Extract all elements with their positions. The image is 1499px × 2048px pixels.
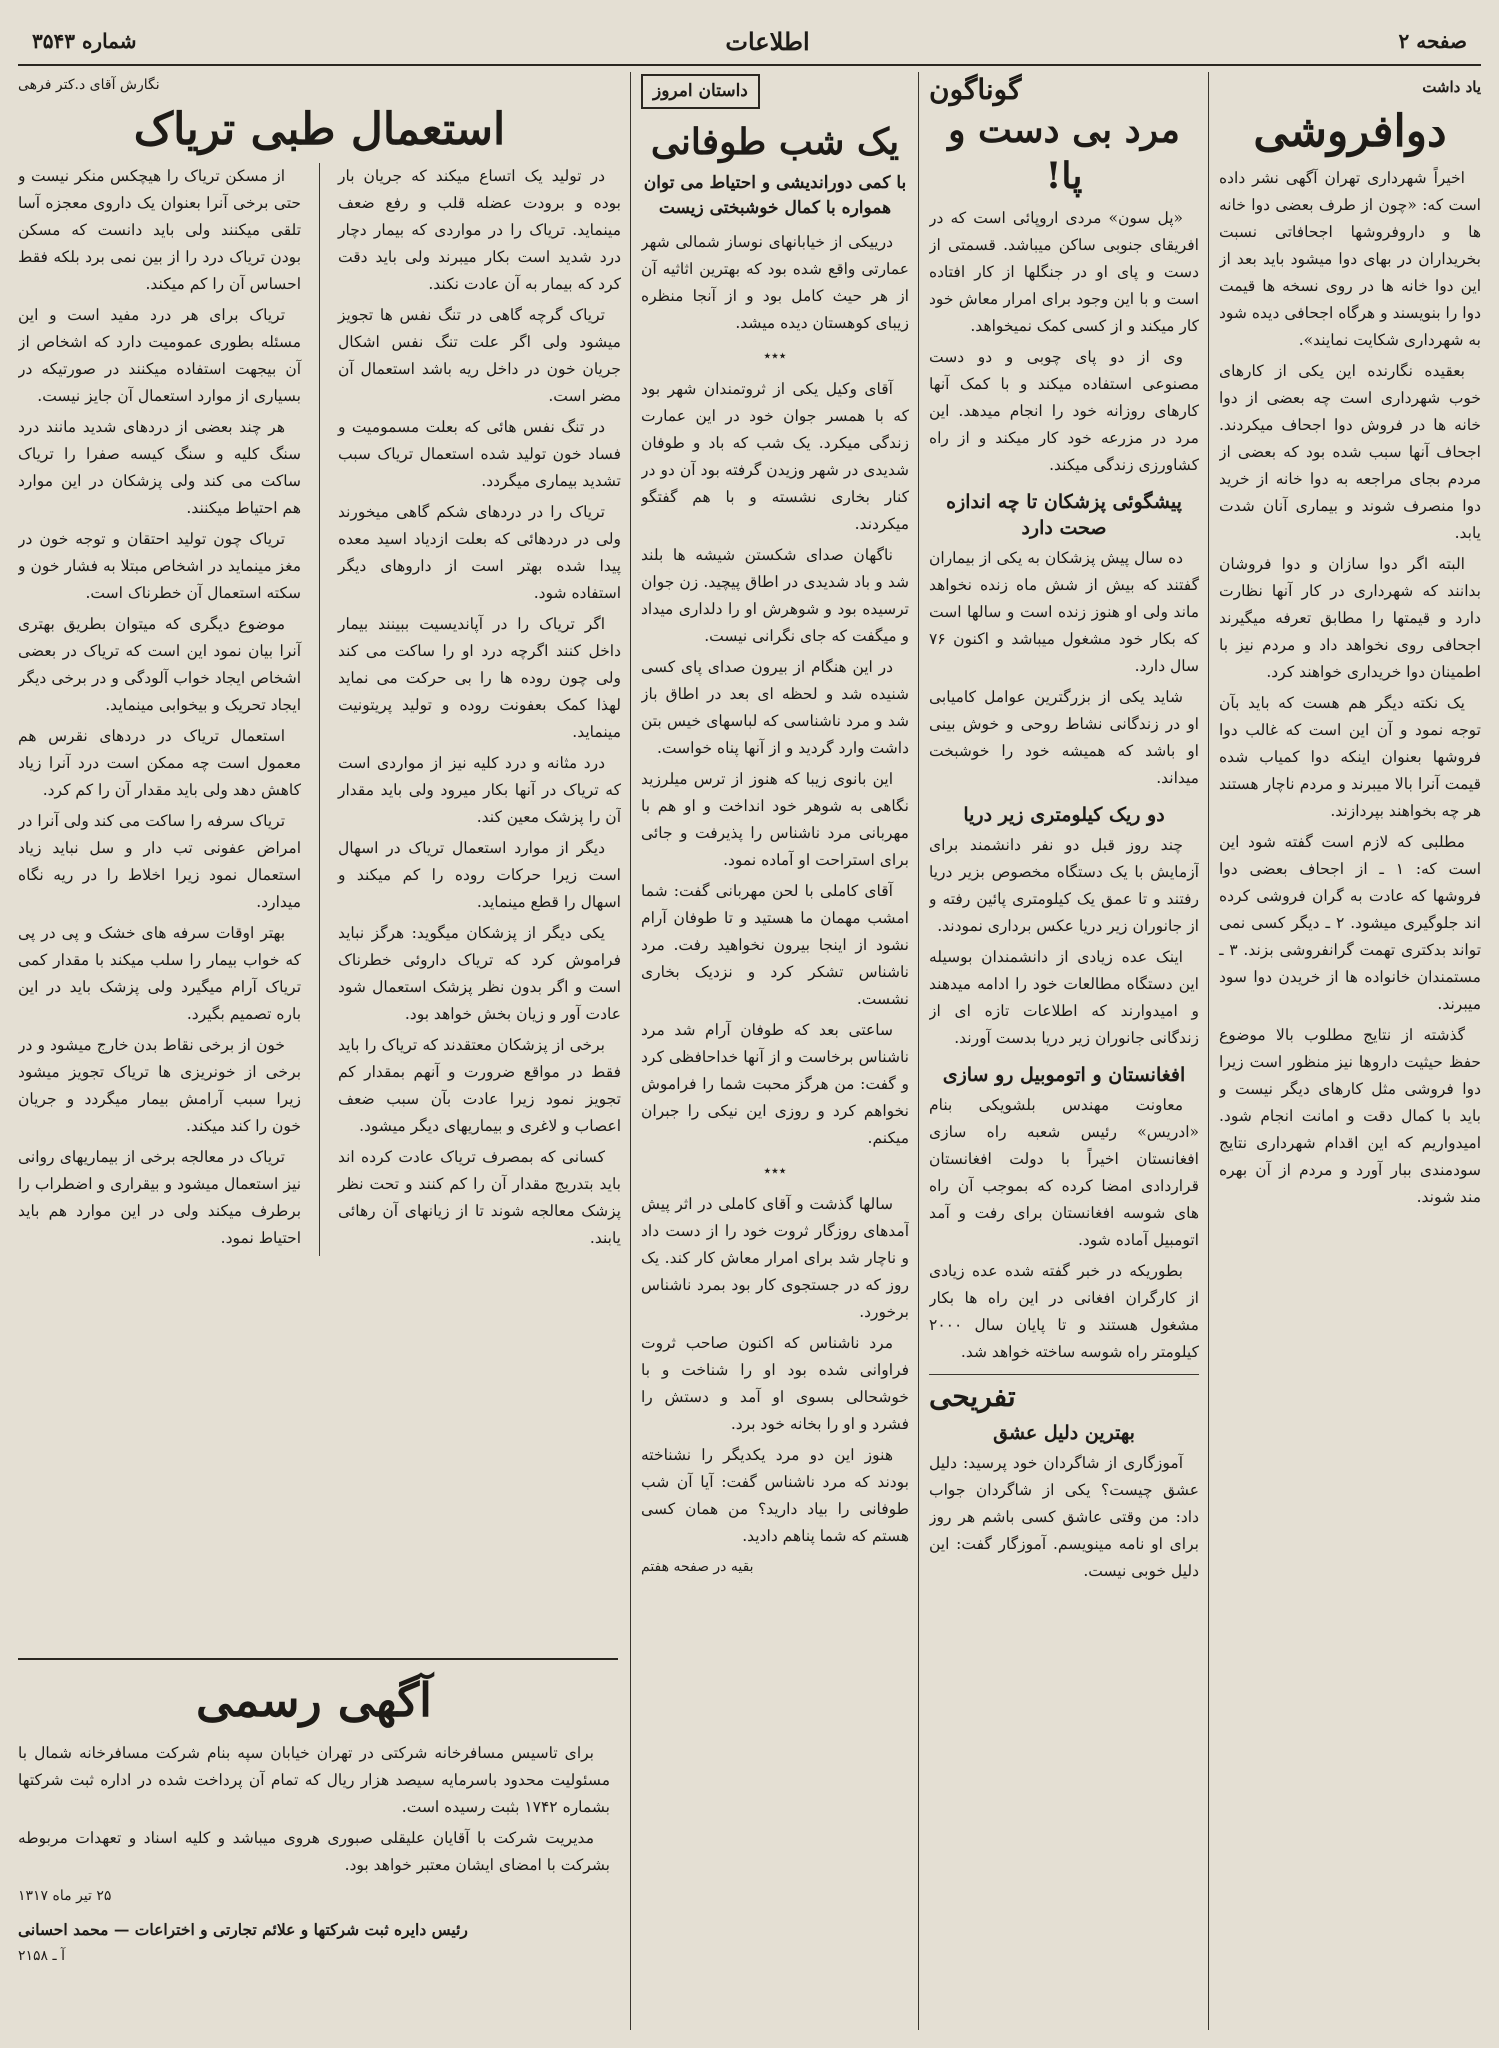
paragraph: آقای وکیل یکی از ثروتمندان شهر بود که با همسر جوان خود در این عمارت زندگی میکرد. یک شب که باد و طوفان شدیدی در شهر وزیدن گرفته بود آن دو در کنار بخاری نشسته و با هم گفتگو میکردند. (641, 380, 909, 533)
column-story (641, 72, 909, 2030)
section-kicker: یاد داشت (1422, 78, 1481, 96)
masthead (18, 18, 1481, 66)
paragraph: آقای کاملی با لحن مهربانی گفت: شما امشب مهمان ما هستید و تا طوفان آرام نشود از اینجا بیرون نخواهید رفت. مرد ناشناس تشکر کرد و نزدیک بخاری نشست. (641, 882, 909, 1008)
star-separator: ٭٭٭ (763, 348, 787, 364)
byline-opium: نگارش آقای د.کتر فرهی (18, 77, 160, 93)
paragraph: از مسکن تریاک را هیچکس منکر نیست و حتی برخی آنرا بعنوان یک داروی معجزه آسا تلقی میکنند ولی باید دانست که مسکن بودن تریاک درد را از بین نمی برد بلکه فقط احساس آن را کم میکند. (18, 167, 302, 293)
paragraph: استعمال تریاک در دردهای نقرس هم معمول است چه ممکن است درد آنرا زیاد کاهش دهد ولی باید مقدار آن را کم کرد. (18, 727, 302, 799)
paragraph: بهتر اوقات سرفه های خشک و پی در پی که خواب بیمار را سلب میکند با مقدار کمی تریاک آرام میگیرد ولی پزشک باید در این باره تصمیم بگیرد. (18, 924, 302, 1023)
paragraph: در تولید یک اتساع میکند که جریان بار بوده و برودت عضله قلب و رفع ضعف مینماید. تریاک را در مواردی که بیمار دچار درد شدید است بکار میبرند ولی باید دقت کرد که بیمار به آن عادت نکند. (337, 167, 621, 293)
paragraph: اگر تریاک را در آپاندیسیت ببینند بیمار داخل کنند اگرچه درد او را ساکت می کند ولی چون روده ها را بی حرکت می نماید لهذا کمک بعفونت روده و تولید پریتونیت مینماید. (337, 615, 621, 741)
opium-subcolumn-right (338, 163, 621, 1256)
column-opium-article (18, 72, 621, 1650)
paragraph: تریاک در معالجه برخی از بیماریهای روانی نیز استعمال میشود و بیقراری و اضطراب را برطرف میکند ولی در این موارد هم باید احتیاط نمود. (18, 1148, 302, 1247)
notice-signature: رئیس دایره ثبت شرکتها و علائم تجارتی و اختراعات — محمد احسانی (18, 1920, 468, 1939)
headline-limbless-man: مرد بی دست و پا! (948, 109, 1180, 197)
paragraph: خون از برخی نقاط بدن خارج میشود و در برخی از خونریزی ها تریاک تجویز میشود زیرا سبب آرامش بیمار میگردد و جریان خون را کند میکند. (18, 1036, 302, 1135)
star-separator: ٭٭٭ (763, 1163, 787, 1179)
paragraph: تریاک را در دردهای شکم گاهی میخورند ولی در دردهائی که بعلت ازدیاد اسید معده پیدا شده بهتر است از داروهای دیگر استفاده شود. (337, 503, 621, 602)
divider (929, 1374, 1199, 1375)
column-miscellany (929, 72, 1199, 2030)
paragraph: چند روز قبل دو نفر دانشمند برای آزمایش با یک دستگاه مخصوص بزیر دریا رفتند و تا عمق یک کیلومتری پائین رفته و از جانوران زیر دریا عکس برداری نمودند. (929, 836, 1199, 935)
paragraph: مطلبی که لازم است گفته شود این است که: ۱ ـ از اجحاف بعضی دوا فروشها که عادت به گران فروشی کرده اند جلوگیری میشود. ۲ ـ دیگر کسی نمی تواند بدکتری تهمت گرانفروشی بزند. ۳ ـ مستمندان خانواده ها از خریدن دوا سود میبرند. (1219, 833, 1481, 1013)
opium-subcolumn-left (18, 163, 301, 1256)
subhead-afghanistan-roads: افغانستان و اتوموبیل رو سازی (942, 1064, 1186, 1086)
paragraph: موضوع دیگری که میتوان بطریق بهتری آنرا بیان نمود این است که تریاک در بعضی اشخاص ایجاد خواب آلودگی و در برخی دیگر ایجاد تحریک و بیخوابی مینماید. (18, 615, 302, 714)
continued-note: بقیه در صفحه هفتم (641, 1559, 754, 1575)
paragraph: یکی دیگر از پزشکان میگوید: هرگز نباید فراموش کرد که تریاک داروئی خطرناک است و اگر بدون نظر پزشک استعمال شود عادت آور و زیان بخش خواهد بود. (337, 924, 621, 1023)
paragraph: ناگهان صدای شکستن شیشه ها بلند شد و باد شدیدی در اطاق پیچید. زن جوان ترسیده بود و شوهرش او را دلداری میداد و میگفت که جای نگرانی نیست. (641, 546, 909, 645)
paragraph: تریاک گرچه گاهی در تنگ نفس ها تجویز میشود ولی اگر علت تنگ نفس اشکال جریان خون در داخل ریه باشد استعمال آن مضر است. (337, 306, 621, 405)
headline-stormy-night: یک شب طوفانی (650, 121, 900, 163)
paragraph: در این هنگام از بیرون صدای پای کسی شنیده شد و لحظه ای بعد در اطاق باز شد و مرد ناشناسی که لباسهای خیس بتن داشت وارد گردید و از آنها پناه خواست. (641, 658, 909, 757)
column-rule (1208, 72, 1209, 2030)
paragraph: معاونت مهندس بلشویکی بنام «ادریس» رئیس شعبه راه سازی افغانستان اخیراً با دولت افغانستان قراردادی امضا کرده که بموجب آن راه های شوسه افغانستان برای رفت و آمد اتومبیل آماده شود. (929, 1096, 1199, 1249)
paragraph: تریاک چون تولید احتقان و توجه خون در مغز مینماید در اشخاص مبتلا به فشار خون و سکته استعمال آن خطرناک است. (18, 530, 302, 602)
paragraph: برای تاسیس مسافرخانه شرکتی در تهران خیابان سپه بنام شرکت مسافرخانه شمال با مسئولیت محدود باسرمایه سیصد هزار ریال که تمام آن پرداخت شده در اداره ثبت شرکتها بشماره ۱۷۴۲ بثبت رسیده است. (18, 1744, 610, 1816)
paragraph: هر چند بعضی از دردهای شدید مانند درد سنگ کلیه و سنگ کیسه صفرا را تریاک ساکت می کند ولی پزشکان در این موارد هم احتیاط میکنند. (18, 418, 302, 517)
newspaper-page (18, 18, 1481, 2030)
page-number: صفحه ۲ (1398, 29, 1467, 53)
column-pharmacy (1219, 72, 1481, 2030)
paragraph: در تنگ نفس هائی که بعلت مسمومیت و فساد خون تولید شده استعمال تریاک سبب تشدید بیماری میگردد. (337, 418, 621, 490)
paragraph: البته اگر دوا سازان و دوا فروشان بدانند که شهرداری در کار آنها نظارت دارد و قیمتها را مطابق تعرفه میگیرند اجحافی روی نخواهد داد و مردم نیز با اطمینان دوا خریداری خواهند کرد. (1219, 555, 1481, 681)
paragraph: مدیریت شرکت با آقایان علیقلی صبوری هروی میباشد و کلیه اسناد و تعهدات مربوطه بشرکت با امضای ایشان معتبر خواهد بود. (18, 1829, 610, 1874)
paragraph: تریاک سرفه را ساکت می کند ولی آنرا در امراض عفونی تب دار و سل نباید زیاد استعمال نمود زیرا اخلاط را در ریه نگاه میدارد. (18, 812, 302, 911)
paragraph: اینک عده زیادی از دانشمندان بوسیله این دستگاه مطالعات خود را ادامه میدهند و امیدوارند که اطلاعات تازه ای از زندگانی جانوران زیر دریا بدست آورند. (929, 948, 1199, 1047)
paragraph: آموزگاری از شاگردان خود پرسید: دلیل عشق چیست؟ یکی از شاگردان جواب داد: من وقتی عاشق کسی باشم هر روز برای او نامه مینویسم. آموزگار گفت: این دلیل خوبی نیست. (929, 1454, 1199, 1580)
section-label-miscellany: گوناگون (929, 73, 1022, 106)
paragraph: کسانی که بمصرف تریاک عادت کرده اند باید بتدریج مقدار آن را کم کنند و تحت نظر پزشک معالجه شوند تا از زیانهای آن رهائی یابند. (337, 1148, 621, 1247)
section-label-todays-story: داستان امروز (641, 74, 760, 109)
headline-official-notice: آگهی رسمی (196, 1673, 432, 1727)
official-notice (18, 1658, 618, 2030)
paragraph: مرد ناشناس که اکنون صاحب ثروت فراوانی شده بود او را شناخت و با خوشحالی بسوی او آمد و دستش را فشرد و او را بخانه خود برد. (641, 1334, 909, 1433)
notice-date: ۲۵ تیر ماه ۱۳۱۷ (18, 1888, 112, 1904)
headline-pharmacy: دواﻓﺮوشی (1253, 106, 1447, 157)
paragraph: بطوریکه در خبر گفته شده عده زیادی از کارگران افغانی در این راه ها بکار مشغول هستند و تا پایان سال ۲۰۰۰ کیلومتر راه شوسه ساخته خواهد شد. (929, 1262, 1199, 1361)
subhead-doctors-prediction: پیشگوئی پزشکان تا چه اندازه صحت دارد (946, 491, 1182, 539)
paragraph: شاید یکی از بزرگترین عوامل کامیابی او در زندگانی نشاط روحی و خوش بینی او باشد که همیشه خود را خوشبخت میداند. (929, 688, 1199, 787)
paragraph: برخی از پزشکان معتقدند که تریاک را باید فقط در مواقع ضرورت و آنهم بمقدار کم تجویز نمود زیرا عادت بآن سبب ضعف اعصاب و لاغری و بیماریهای دیگر میشود. (337, 1036, 621, 1135)
paragraph: این بانوی زیبا که هنوز از ترس میلرزید نگاهی به شوهر خود انداخت و او هم با مهربانی مرد ناشناس را پذیرفت و جائی برای استراحت او آماده نمود. (641, 770, 909, 869)
newspaper-name: اطلاعات (725, 26, 810, 56)
paragraph: ساعتی بعد که طوفان آرام شد مرد ناشناس برخاست و از آنها خداحافظی کرد و گفت: من هرگز محبت شما را فراموش نخواهم کرد و روزی این نیکی را جبران میکنم. (641, 1021, 909, 1147)
column-rule (319, 163, 320, 1256)
column-rule (630, 72, 631, 2030)
headline-opium: استعمال طبی تریاک (133, 104, 506, 155)
paragraph: تریاک برای هر درد مفید است و این مسئله بطوری عمومیت دارد که اشخاص از آن بیجهت استفاده میکنند در صورتیکه در بسیاری از موارد استعمال آن جایز نیست. (18, 306, 302, 405)
paragraph: درد مثانه و درد کلیه نیز از مواردی است که تریاک در آنها بکار میرود ولی باید مقدار آن را پزشک معین کند. (337, 754, 621, 826)
column-rule (918, 72, 919, 2030)
issue-number: شماره ۳۵۴۳ (32, 29, 137, 53)
paragraph: دیگر از موارد استعمال تریاک در اسهال است زیرا حرکات روده را کم میکند و اسهال را قطع مینماید. (337, 839, 621, 911)
paragraph: وی از دو پای چوبی و دو دست مصنوعی استفاده میکند و با کمک آنها کارهای روزانه خود را انجام میدهد. این مرد در مزرعه خود کار میکند و از راه کشاورزی زندگی میکند. (929, 348, 1199, 474)
paragraph: ده سال پیش پزشکان به یکی از بیماران گفتند که بیش از شش ماه زنده نخواهد ماند ولی او هنوز زنده است و سالها است که بکار خود مشغول میباشد و اکنون ۷۶ سال دارد. (929, 549, 1199, 675)
paragraph: درییکی از خیابانهای نوساز شمالی شهر عمارتی واقع شده بود که بهترین اثاثیه آن از هر حیث کامل بود و از آنجا منظره زیبای کوهستان دیده میشد. (641, 233, 909, 332)
subhead-proof-of-love: بهترین دلیل عشق (993, 1422, 1135, 1444)
paragraph: اخیراً شهرداری تهران آگهی نشر داده است که: «چون از طرف بعضی دوا خانه ها و داروفروشها اجحافاتی نسبت بخریداران در بهای دوا میشود باید بعد از این دوا خانه ها در روی نسخه ها قیمت دوا را بنویسند و هرگاه اجحافی دیده شود به شهرداری شکایت نمایند». (1219, 169, 1481, 349)
notice-document-number: آ ـ ۲۱۵۸ (18, 1948, 65, 1964)
paragraph: بعقیده نگارنده این یکی از کارهای خوب شهرداری است چه بعضی از دوا خانه ها در فروش دوا اجحاف میکردند. اجحاف آنها سبب شده بود که بعضی از مردم بجای مراجعه به دوا خانه از خرید دوا منصرف شوند و بیماری آنان شدت یابد. (1219, 362, 1481, 542)
paragraph: «پل سون» مردی اروپائی است که در افریقای جنوبی ساکن میباشد. قسمتی از دست و پای او در جنگلها از کار افتاده است و با این وجود برای امرار معاش خود کار میکند و از کسی کمک نمیخواهد. (929, 209, 1199, 335)
paragraph: یک نکته دیگر هم هست که باید بآن توجه نمود و آن این است که غالب دوا فروشها بعنوان اینکه دوا کمیاب شده قیمت آنرا بالا میبرند و مردم ناچار هستند هر چه بخواهند بپردازند. (1219, 694, 1481, 820)
paragraph: هنوز این دو مرد یکدیگر را نشناخته بودند که مرد ناشناس گفت: آیا آن شب طوفانی را بیاد دارید؟ من همان کسی هستم که شما پناهم دادید. (641, 1446, 909, 1545)
paragraph: سالها گذشت و آقای کاملی در اثر پیش آمدهای روزگار ثروت خود را از دست داد و ناچار شد برای امرار معاش کار کند. یک روز که در جستجوی کار بود بمرد ناشناس برخورد. (641, 1195, 909, 1321)
paragraph: گذشته از نتایج مطلوب بالا موضوع حفظ حیثیت داروها نیز منظور است زیرا دوا فروشی مثل کارهای دیگر نیست و باید با کمال دقت و امانت انجام شود. امیدواریم که این اقدام شهرداری نتایج سودمندی ببار آورد و مردم از آن بهره مند شوند. (1219, 1026, 1481, 1206)
section-label-amusement: تفریحی (929, 1380, 1016, 1413)
subhead-under-sea: دو ریک کیلومتری زیر دریا (963, 804, 1165, 826)
story-deck: با کمی دوراندیشی و احتیاط می توان همواره با کمال خوشبختی زیست (643, 173, 907, 218)
